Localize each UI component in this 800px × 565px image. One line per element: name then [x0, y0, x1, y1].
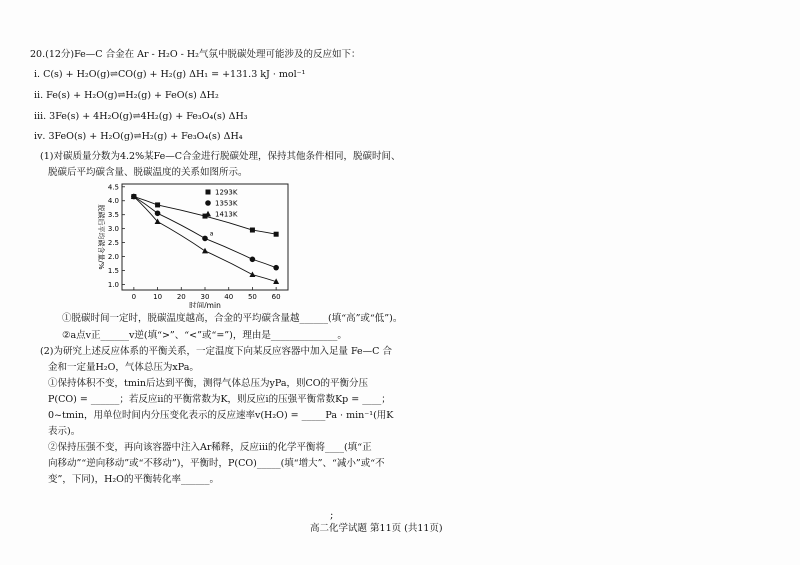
legend-marker-1293K [206, 190, 211, 195]
y-tick-label: 2.5 [107, 239, 119, 248]
reaction-3: ⅲ. 3Fe(s) + 4H₂O(g)⇌4H₂(g) + Fe₃O₄(s) ΔH₃ [34, 111, 248, 122]
data-point-1293K [155, 202, 160, 207]
x-axis-label: 时间/min [189, 301, 221, 308]
data-point-1293K [250, 228, 255, 233]
data-point-1353K [155, 210, 161, 216]
y-tick-label: 1.0 [107, 280, 119, 289]
part1-intro-line2: 脱碳后平均碳含量、脱碳温度的关系如图所示。 [48, 167, 248, 178]
part1-question-1: ①脱碳时间一定时，脱碳温度越高，合金的平均碳含量越______(填“高”或“低”)。 [62, 313, 403, 324]
x-tick-label: 30 [200, 293, 210, 301]
y-tick-label: 1.5 [107, 266, 119, 275]
x-tick-label: 20 [176, 293, 186, 301]
data-point-1353K [273, 265, 279, 271]
part2-line-3: ①保持体积不变，tmin后达到平衡，测得气体总压为yPa，则CO的平衡分压 [48, 378, 369, 389]
reaction-2: ⅱ. Fe(s) + H₂O(g)⇌H₂(g) + FeO(s) ΔH₂ [34, 90, 219, 101]
data-point-1353K [250, 257, 256, 263]
part2-line-6: 表示)。 [48, 426, 81, 437]
reaction-4: ⅳ. 3FeO(s) + H₂O(g)⇌H₂(g) + Fe₃O₄(s) ΔH₄ [34, 131, 243, 142]
part2-line-8: 向移动”“逆向移动”或“不移动”)，平衡时，P(CO)_____(填“增大”、“减小”或“不 [48, 458, 385, 469]
legend-marker-1353K [205, 200, 211, 206]
y-tick-label: 4.5 [107, 183, 119, 192]
x-tick-label: 0 [131, 293, 137, 301]
y-tick-label: 3.5 [107, 211, 119, 220]
part2-line-7: ②保持压强不变，再向该容器中注入Ar稀释，反应ⅲ的化学平衡将____(填“正 [48, 442, 372, 453]
data-point-1293K [274, 232, 279, 237]
carbon-content-chart [90, 178, 295, 308]
question-header: 20.(12分)Fe—C 合金在 Ar - H₂O - H₂气氛中脱碳处理可能涉及的反应如下： [30, 49, 361, 60]
part1-intro-line1: (1)对碳质量分数为4.2%某Fe—C合金进行脱碳处理，保持其他条件相同，脱碳时间、 [40, 151, 401, 162]
page-footer: 高二化学试题 第11页 (共11页) [310, 523, 443, 534]
x-tick-label: 60 [271, 293, 281, 301]
part2-line-9: 变”，下同)，H₂O的平衡转化率______。 [48, 474, 219, 485]
x-tick-label: 40 [224, 293, 234, 301]
y-tick-label: 2.0 [107, 253, 119, 262]
reaction-1: ⅰ. C(s) + H₂O(g)⇌CO(g) + H₂(g) ΔH₁ = +131.3 kJ · mol⁻¹ [34, 69, 306, 80]
y-tick-label: 3.0 [107, 225, 119, 234]
part2-line-1: (2)为研究上述反应体系的平衡关系，一定温度下向某反应容器中加入足量 Fe—C 合 [40, 346, 392, 357]
data-point-1413K [249, 271, 255, 277]
y-tick-label: 4.0 [107, 197, 119, 206]
part2-line-4: P(CO) = ______；若反应ⅱ的平衡常数为K，则反应ⅰ的压强平衡常数Kp = ____； [48, 394, 391, 405]
page-mark: ; [330, 510, 334, 521]
part2-line-2: 金和一定量H₂O，气体总压为xPa。 [48, 362, 199, 373]
y-axis-label: 脱碳后平均碳含量/% [97, 204, 105, 270]
chart-svg [90, 178, 295, 308]
legend-label-1413K: 1413K [215, 210, 238, 219]
part2-line-5: 0~tmin，用单位时间内分压变化表示的反应速率v(H₂O) = _____Pa · min⁻¹(用K [48, 410, 394, 421]
part1-question-2: ②a点v正______v逆(填“>”、“<”或“=”)，理由是______________。 [62, 330, 347, 341]
data-point-1353K [202, 236, 208, 242]
x-tick-label: 50 [247, 293, 257, 301]
data-point-1413K [202, 248, 208, 254]
legend-label-1353K: 1353K [215, 199, 238, 208]
x-tick-label: 10 [153, 293, 163, 301]
legend-label-1293K: 1293K [215, 188, 238, 197]
point-a-label: a [209, 230, 214, 238]
